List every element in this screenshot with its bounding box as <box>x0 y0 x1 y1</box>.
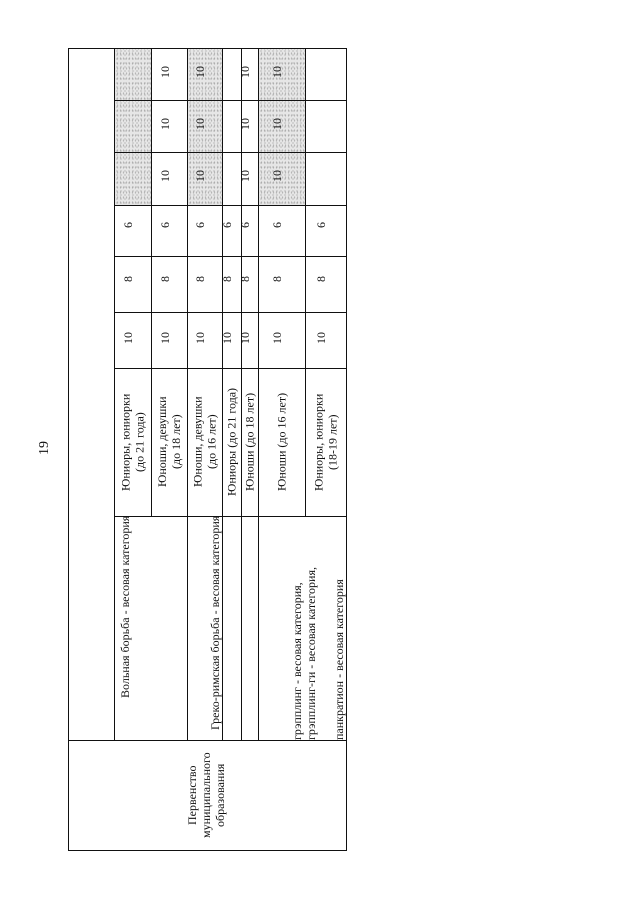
points-cell: 10 <box>270 66 284 78</box>
points-cell: 10 <box>158 332 172 344</box>
group-cell: Юноши, девушки (до 18 лет) <box>155 396 183 488</box>
points-cell: 10 <box>158 66 172 78</box>
points-cell: 8 <box>314 276 328 282</box>
points-cell: 10 <box>238 332 252 344</box>
group-cell: Юноши (до 16 лет) <box>274 392 289 492</box>
points-cell: 10 <box>121 332 135 344</box>
points-cell: 10 <box>238 66 252 78</box>
points-cell: 8 <box>270 276 284 282</box>
group-cell: Юноши (до 18 лет) <box>242 392 257 492</box>
points-cell: 6 <box>270 222 284 228</box>
points-cell: 10 <box>314 332 328 344</box>
points-cell: 6 <box>193 222 207 228</box>
points-cell: 10 <box>158 170 172 182</box>
points-cell: 10 <box>270 170 284 182</box>
points-cell: 10 <box>158 118 172 130</box>
points-cell: 10 <box>193 66 207 78</box>
points-cell: 10 <box>270 332 284 344</box>
points-cell: 10 <box>238 118 252 130</box>
points-cell: 8 <box>238 276 252 282</box>
group-cell: Юниоры, юниорки (18-19 лет) <box>311 393 340 491</box>
points-cell: 10 <box>193 170 207 182</box>
discipline-freestyle: Вольная борьба - весовая категория <box>118 516 132 699</box>
points-cell: 6 <box>121 222 135 228</box>
points-cell: 6 <box>238 222 252 228</box>
points-cell: 8 <box>158 276 172 282</box>
competition-cell: Первенство муниципального образования <box>185 752 227 838</box>
points-cell: 8 <box>193 276 207 282</box>
group-cell: Юноши, девушки (до 16 лет) <box>190 396 219 488</box>
page-number: 19 <box>37 441 52 455</box>
discipline-greco-roman: Греко-римская борьба - весовая категория <box>208 516 222 731</box>
points-cell: 8 <box>220 276 234 282</box>
points-cell: 10 <box>193 118 207 130</box>
points-cell: 10 <box>238 170 252 182</box>
points-cell: 10 <box>270 118 284 130</box>
points-cell: 6 <box>158 222 172 228</box>
points-cell: 10 <box>193 332 207 344</box>
points-cell: 8 <box>121 276 135 282</box>
points-cell: 6 <box>314 222 328 228</box>
group-cell: Юниоры, юниорки (до 21 года) <box>118 393 147 491</box>
points-cell: 6 <box>220 222 234 228</box>
discipline-grappling: грэпплинг - весовая категория, грэпплинг-ги - весовая категория, панкратион - весовая категория <box>290 566 346 740</box>
group-cell: Юниоры (до 21 года) <box>224 387 239 497</box>
points-cell: 10 <box>220 332 234 344</box>
